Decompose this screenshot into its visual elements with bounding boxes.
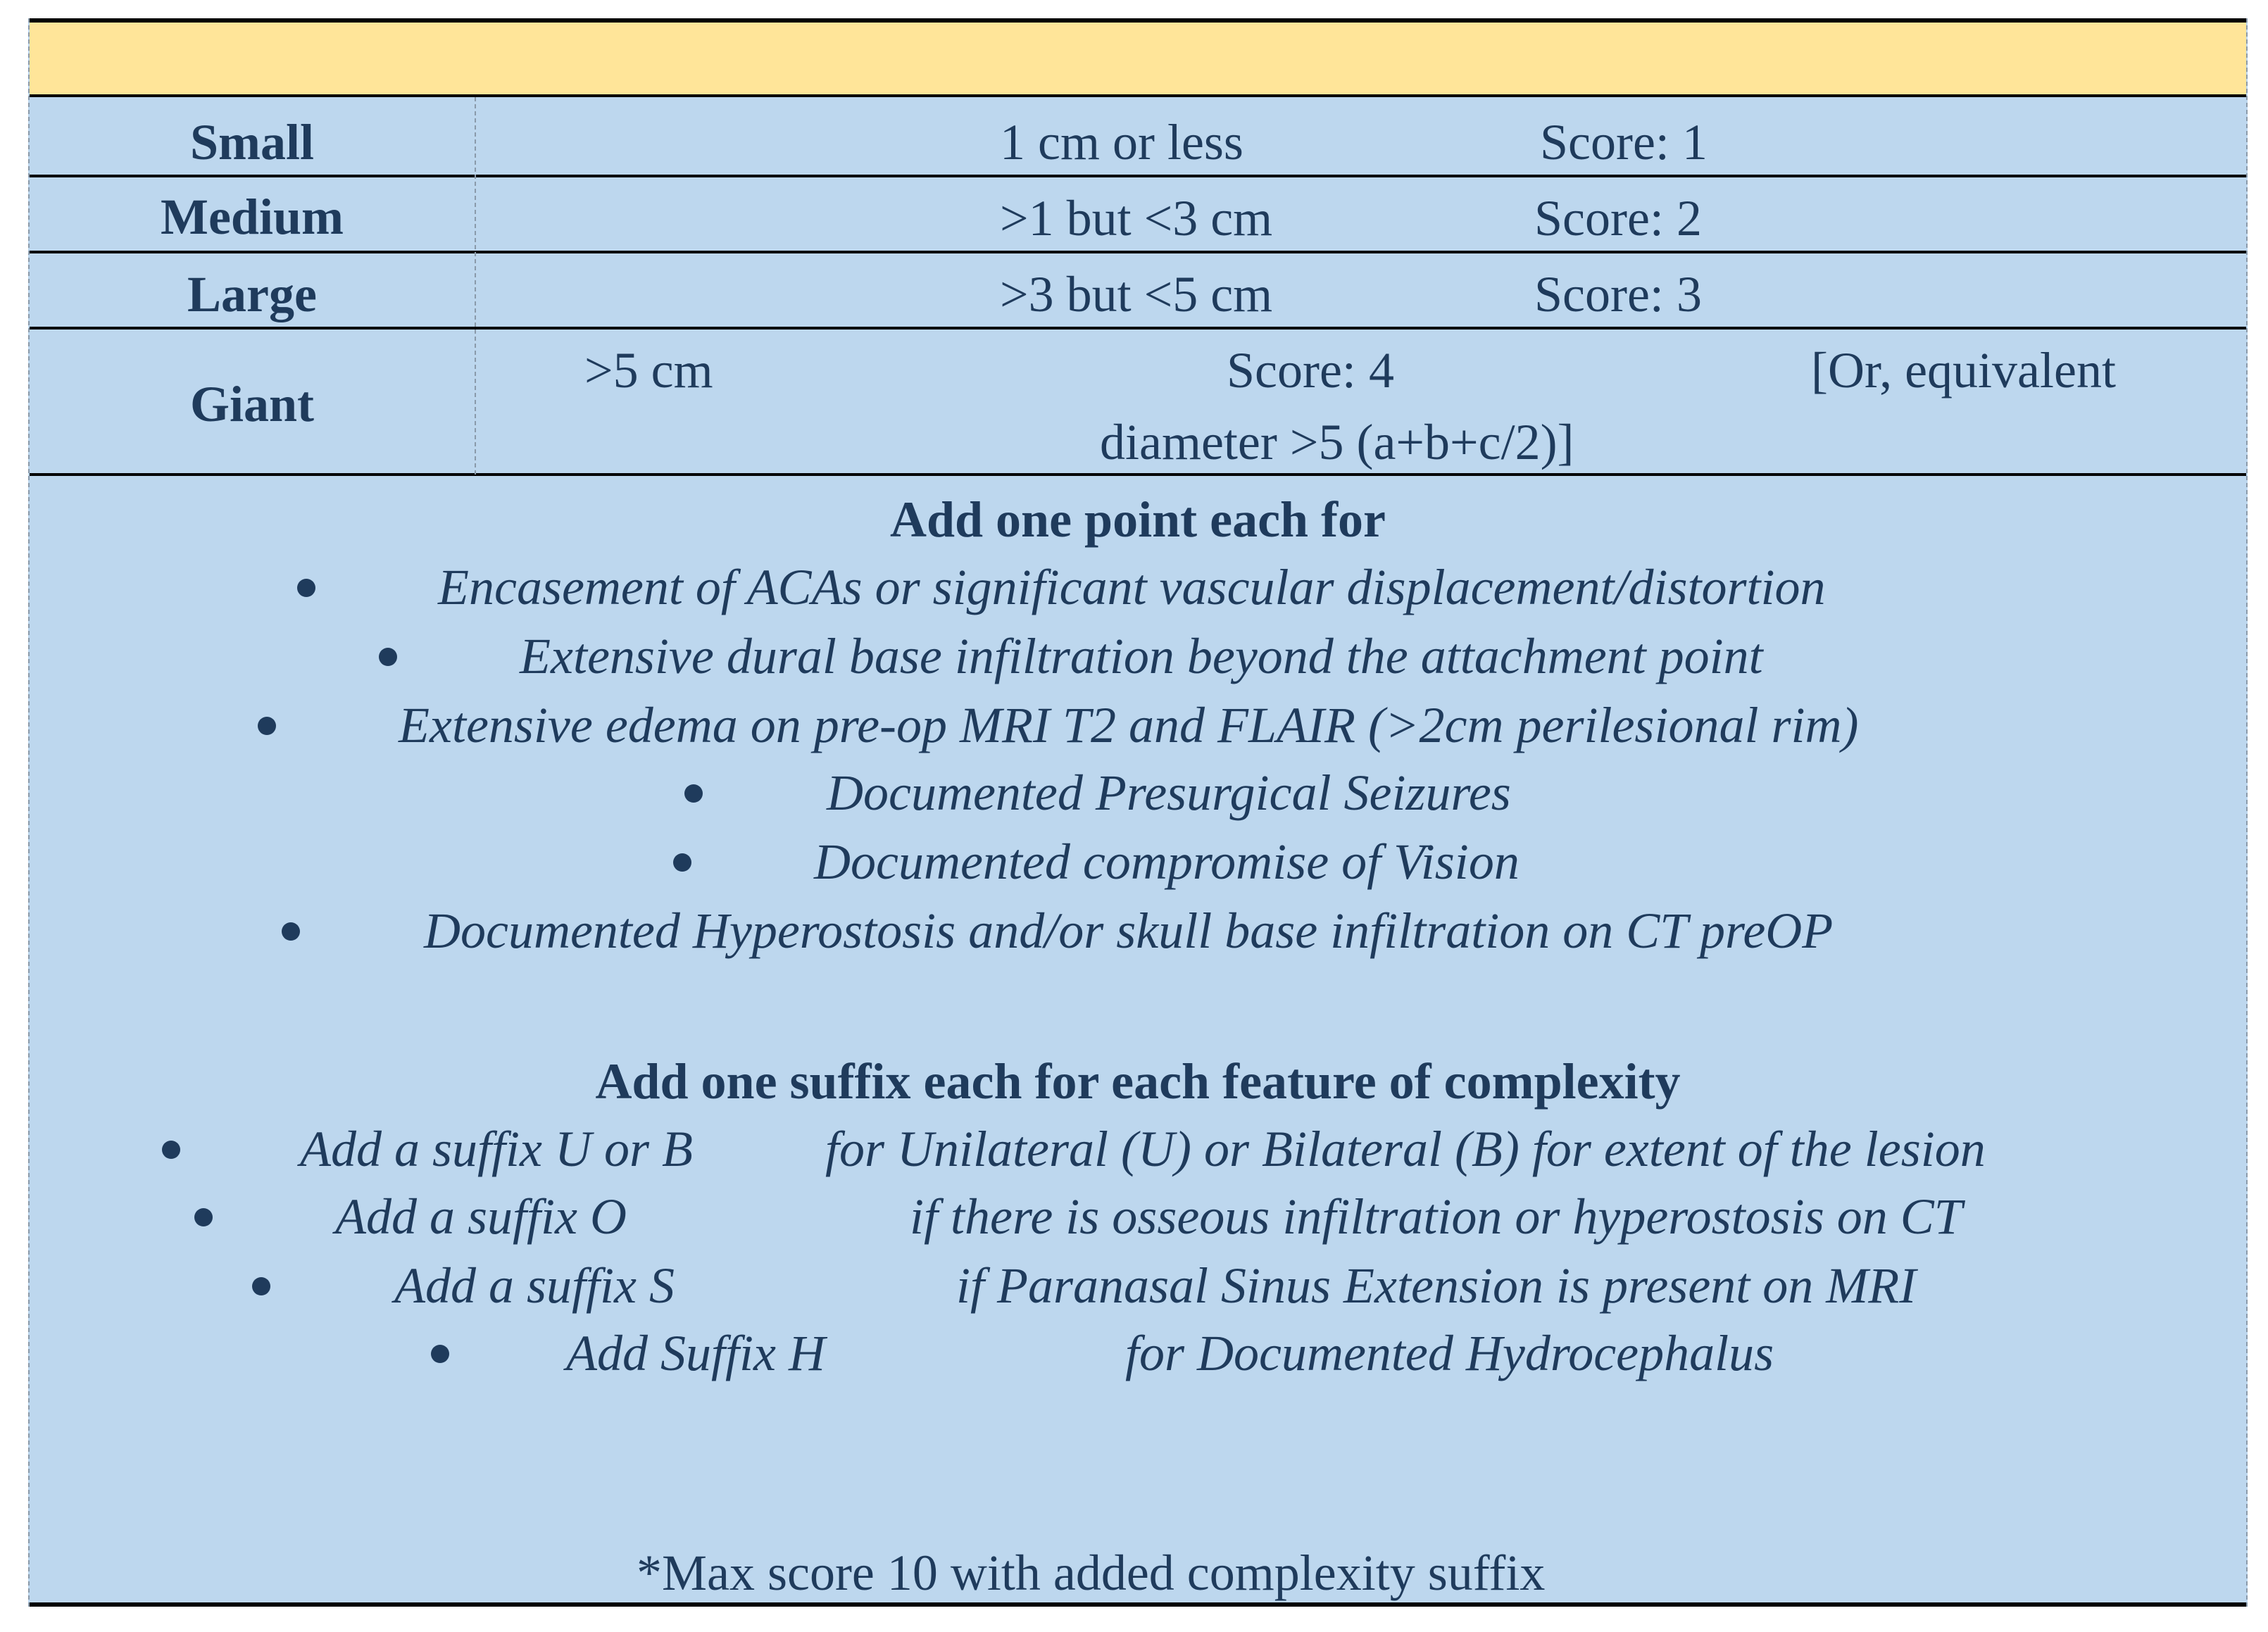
row-divider <box>30 327 2246 329</box>
suffix-heading: Add one suffix each for each feature of complexity <box>595 1053 1681 1110</box>
bullet <box>379 648 397 666</box>
table-bottom-border <box>30 1602 2246 1607</box>
bullet <box>194 1208 213 1226</box>
size-note-giant-continued: diameter >5 (a+b+c/2)] <box>1100 414 1574 470</box>
row-divider <box>30 175 2246 177</box>
point-item: Extensive dural base infiltration beyond the attachment point <box>520 628 1763 684</box>
column-divider <box>475 97 476 475</box>
size-score-giant: Score: 4 <box>1227 342 1394 398</box>
point-item: Documented compromise of Vision <box>814 834 1520 890</box>
point-item: Documented Hyperostosis and/or skull base infiltration on CT preOP <box>424 903 1834 959</box>
row-divider <box>30 251 2246 253</box>
bullet <box>673 853 691 872</box>
size-range-giant: >5 cm <box>584 342 713 398</box>
suffix-description: for Documented Hydrocephalus <box>1125 1325 1774 1381</box>
row-divider <box>30 473 2246 476</box>
suffix-description: if Paranasal Sinus Extension is present on MRI <box>956 1257 1917 1314</box>
suffix-code: Add Suffix H <box>566 1325 825 1381</box>
size-label-medium: Medium <box>161 189 344 245</box>
bullet <box>252 1277 270 1295</box>
point-item: Extensive edema on pre-op MRI T2 and FLAIR (>2cm perilesional rim) <box>399 697 1859 753</box>
bullet <box>162 1141 180 1159</box>
footnote: *Max score 10 with added complexity suffix <box>637 1545 1546 1601</box>
bullet <box>684 784 703 803</box>
size-score-medium: Score: 2 <box>1534 190 1702 246</box>
suffix-code: Add a suffix U or B <box>300 1121 693 1177</box>
bullet <box>297 579 315 597</box>
point-item: Encasement of ACAs or significant vascular displacement/distortion <box>438 559 1826 615</box>
bullet <box>431 1345 449 1363</box>
size-note-giant: [Or, equivalent <box>1811 342 2116 398</box>
point-item: Documented Presurgical Seizures <box>827 765 1511 821</box>
size-score-large: Score: 3 <box>1534 266 1702 322</box>
points-heading: Add one point each for <box>889 491 1386 548</box>
suffix-code: Add a suffix S <box>394 1257 675 1314</box>
size-range-small: 1 cm or less <box>1000 114 1243 170</box>
suffix-description: if there is osseous infiltration or hyperostosis on CT <box>910 1188 1962 1245</box>
size-label-large: Large <box>187 266 317 322</box>
table-header-band <box>30 18 2246 97</box>
bullet <box>282 922 300 941</box>
bullet <box>258 717 276 735</box>
suffix-code: Add a suffix O <box>335 1188 627 1245</box>
size-label-small: Small <box>189 114 315 170</box>
size-label-giant: Giant <box>189 376 315 432</box>
suffix-description: for Unilateral (U) or Bilateral (B) for extent of the lesion <box>825 1121 1986 1177</box>
size-range-large: >3 but <5 cm <box>1000 266 1273 322</box>
size-score-small: Score: 1 <box>1540 114 1708 170</box>
grading-table <box>28 18 2248 1607</box>
size-range-medium: >1 but <3 cm <box>1000 190 1273 246</box>
